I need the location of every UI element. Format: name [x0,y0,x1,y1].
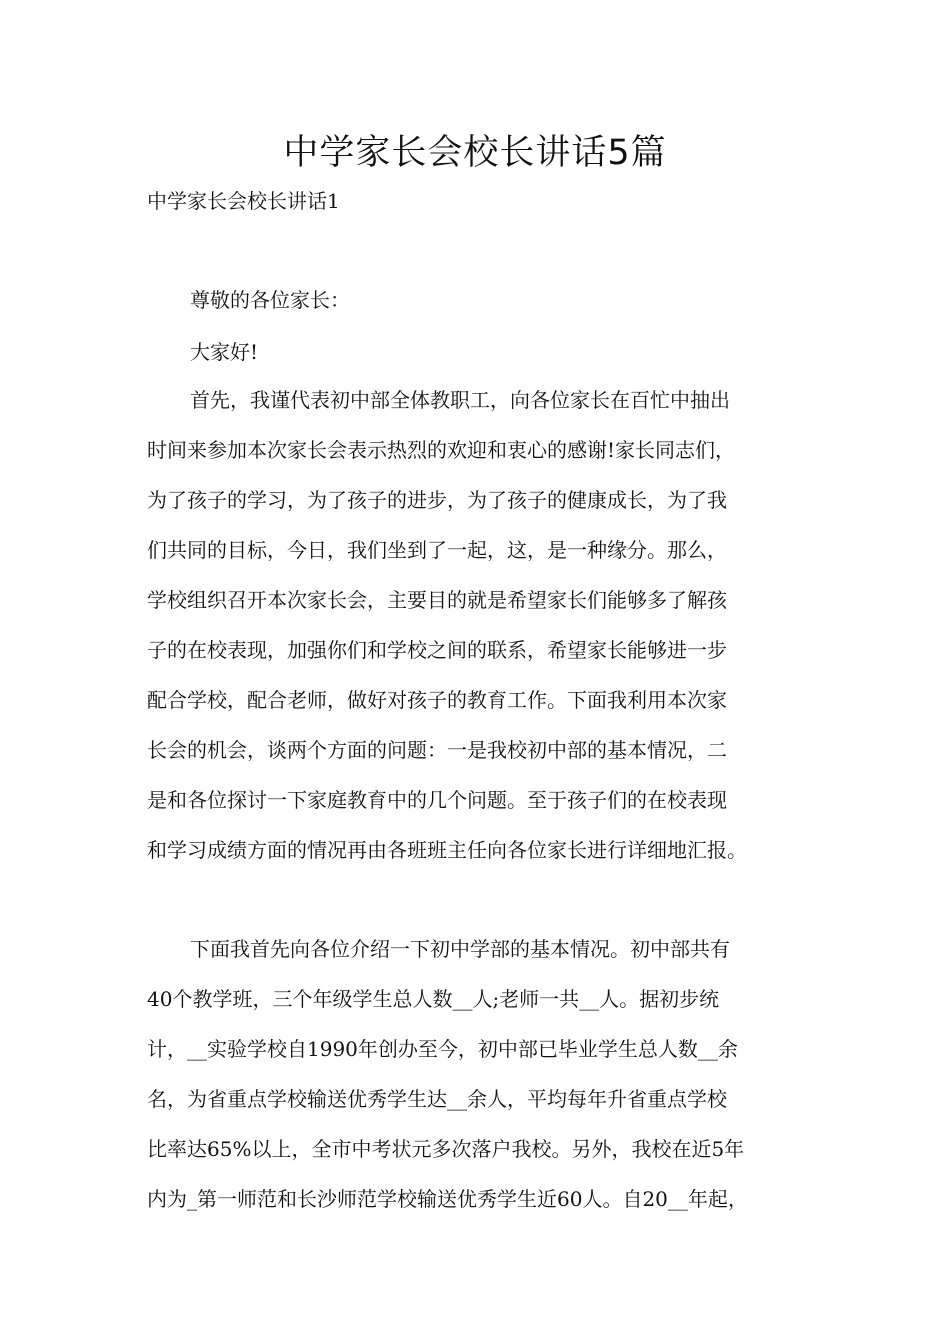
paragraph-line: 时间来参加本次家长会表示热烈的欢迎和衷心的感谢!家长同志们， [147,438,736,462]
paragraph-line: 计，__实验学校自1990年创办至今，初中部已毕业学生总人数__余 [147,1037,738,1061]
document-title: 中学家长会校长讲话5篇 [283,133,667,173]
greeting-line: 尊敬的各位家长： [190,288,350,312]
paragraph-line: 和学习成绩方面的情况再由各班班主任向各位家长进行详细地汇报。 [147,838,747,862]
paragraph-line: 下面我首先向各位介绍一下初中学部的基本情况。初中部共有 [190,937,730,961]
section-heading: 中学家长会校长讲话1 [147,189,340,213]
paragraph-line: 们共同的目标，今日，我们坐到了一起，这，是一种缘分。那么， [147,538,727,562]
paragraph-line: 长会的机会，谈两个方面的问题：一是我校初中部的基本情况，二 [147,738,727,762]
paragraph-line: 首先，我谨代表初中部全体教职工，向各位家长在百忙中抽出 [190,388,730,412]
salutation-line: 大家好! [190,340,259,364]
paragraph-line: 子的在校表现，加强你们和学校之间的联系，希望家长能够进一步 [147,638,727,662]
paragraph-line: 是和各位探讨一下家庭教育中的几个问题。至于孩子们的在校表现 [147,788,727,812]
paragraph-line: 配合学校，配合老师，做好对孩子的教育工作。下面我利用本次家 [147,688,727,712]
paragraph-line: 比率达65%以上，全市中考状元多次落户我校。另外，我校在近5年 [147,1137,745,1161]
paragraph-line: 内为_第一师范和长沙师范学校输送优秀学生近60人。自20__年起， [147,1187,748,1211]
paragraph-line: 名，为省重点学校输送优秀学生达__余人，平均每年升省重点学校 [147,1087,727,1111]
paragraph-line: 40个教学班，三个年级学生总人数__人;老师一共__人。据初步统 [147,987,720,1011]
paragraph-line: 学校组织召开本次家长会，主要目的就是希望家长们能够多了解孩 [147,588,727,612]
paragraph-line: 为了孩子的学习，为了孩子的进步，为了孩子的健康成长，为了我 [147,488,727,512]
